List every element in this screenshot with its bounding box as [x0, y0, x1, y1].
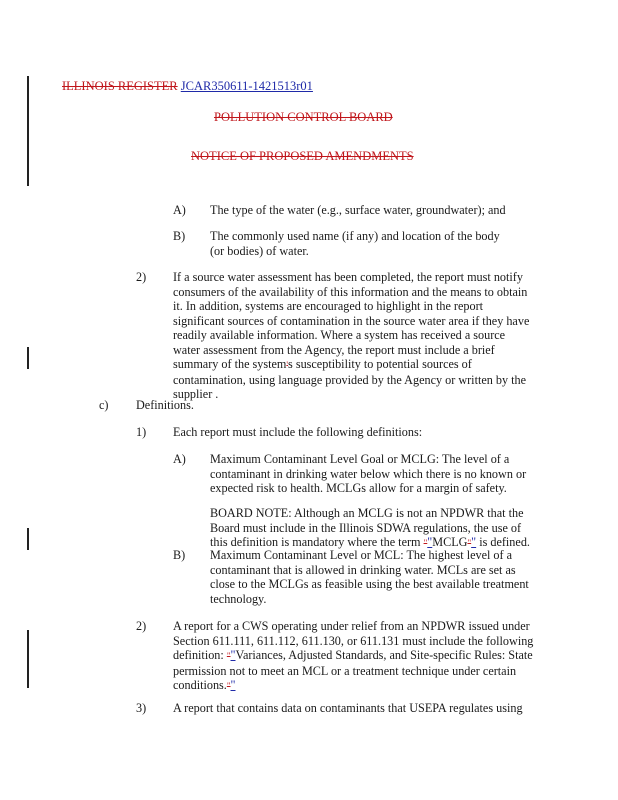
item-c2-marker: 2) [136, 619, 147, 633]
item-c2-text [173, 619, 535, 694]
item-c1a-text: Maximum Contaminant Level Goal or MCLG: The level of a contaminant in drinking water below which there is no known or expected risk to health. MCLGs allow for a margin of safety. [210, 452, 527, 495]
item-b-marker: B) [173, 229, 186, 243]
section-c-marker: c) [99, 398, 109, 412]
quote-deleted: " [226, 681, 231, 691]
item-c2-before: A report for a CWS operating under relief from an NPDWR issued under Section 611.111, 611.112, 611.130, or 611.131 must include the following definition: [173, 619, 534, 662]
quote-inserted: " [230, 648, 236, 662]
change-bar [27, 347, 29, 369]
quote-deleted: " [423, 538, 428, 548]
board-note-after: is defined. [476, 535, 530, 549]
jcar-number-inserted: JCAR350611-1421513r01 [180, 79, 313, 93]
item-c3-text: A report that contains data on contaminants that USEPA regulates using [173, 701, 523, 715]
quote-deleted: " [467, 538, 472, 548]
notice-heading: NOTICE OF PROPOSED AMENDMENTS [191, 149, 414, 163]
section-c-heading: Definitions. [136, 398, 194, 412]
item-c3-marker: 3) [136, 701, 147, 715]
illinois-register-deleted: ILLINOIS REGISTER [62, 79, 178, 93]
item-a-text: The type of the water (e.g., surface water, groundwater); and [210, 203, 506, 217]
board-note [210, 506, 535, 551]
item-c1b-text: Maximum Contaminant Level or MCL: The highest level of a contaminant that is allowed in drinking water. MCLs are set as close to the MCLGs as feasible using the best available treatment technology. [210, 548, 529, 606]
item-c1-text: Each report must include the following definitions: [173, 425, 423, 439]
item-2-text [173, 270, 535, 402]
item-2-text-after: s susceptibility to potential sources of contamination, using language provided by the Agency or written by the supplier . [173, 357, 527, 401]
item-c1a-marker: A) [173, 452, 186, 466]
variances-definition: Variances, Adjusted Standards, and Site-specific Rules: State permission not to meet an MCL or a treatment technique under certain conditions. [173, 648, 533, 692]
apostrophe-deleted: ' [286, 360, 289, 370]
change-bar [27, 630, 29, 688]
item-c1-marker: 1) [136, 425, 147, 439]
item-b-text: The commonly used name (if any) and location of the body (or bodies) of water. [210, 229, 500, 258]
quote-inserted: " [427, 535, 433, 549]
board-note-before: BOARD NOTE: Although an MCLG is not an NPDWR that the Board must include in the Illinois SDWA regulations, the use of this definition is mandatory where the term [210, 506, 524, 549]
quote-inserted: " [230, 678, 236, 692]
item-a-marker: A) [173, 203, 186, 217]
item-2-text-before: If a source water assessment has been completed, the report must notify consumers of the availability of this information and the means to obtain it. In addition, systems are encouraged to highlight in the report significant sources of contamination in the source water area if they have readily available information. Where a system has received a source water assessment from the Agency, the report must include a brief summary of the system [173, 270, 530, 371]
register-header [62, 79, 313, 94]
quote-inserted: " [471, 535, 477, 549]
item-2-marker: 2) [136, 270, 147, 284]
change-bar [27, 76, 29, 186]
mclg-term: MCLG [432, 535, 468, 549]
item-c1b-marker: B) [173, 548, 186, 562]
change-bar [27, 528, 29, 550]
board-heading: POLLUTION CONTROL BOARD [214, 110, 393, 124]
quote-deleted: " [226, 651, 231, 661]
